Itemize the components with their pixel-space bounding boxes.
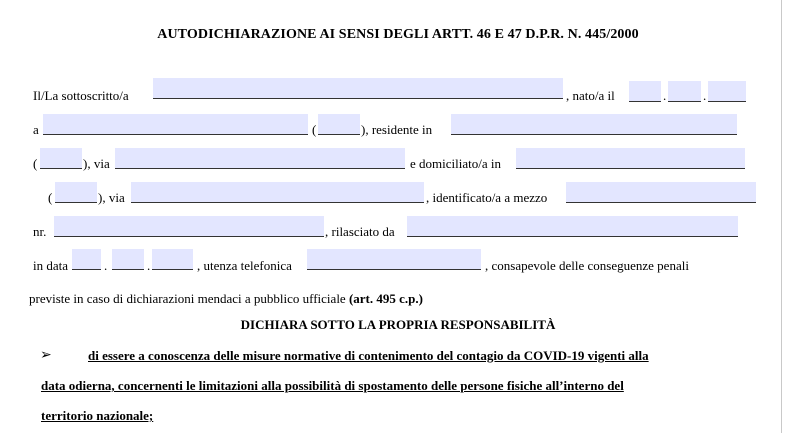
arrow-bullet-icon: ➢ xyxy=(40,348,52,363)
phone-field[interactable] xyxy=(307,249,481,270)
residence-province-field[interactable] xyxy=(40,148,82,169)
page-edge xyxy=(781,0,782,433)
in-data-label: in data xyxy=(33,258,69,273)
sottoscritto-label: Il/La sottoscritto/a xyxy=(33,88,129,103)
birth-place-field[interactable] xyxy=(43,114,308,135)
document-title: AUTODICHIARAZIONE AI SENSI DEGLI ARTT. 46 E 47 D.P.R. N. 445/2000 xyxy=(157,27,639,42)
document-number-field[interactable] xyxy=(54,216,324,237)
declaration-line: territorio nazionale; xyxy=(41,408,154,423)
issue-year-field[interactable] xyxy=(152,249,193,270)
declaration-line: di essere a conoscenza delle misure normative di contenimento del contagio da COVID-19 vigenti alla xyxy=(88,348,649,363)
issue-day-field[interactable] xyxy=(72,249,101,270)
domiciliato-label: e domiciliato/a in xyxy=(410,156,501,171)
issue-month-field[interactable] xyxy=(112,249,144,270)
birth-month-field[interactable] xyxy=(668,81,701,102)
a-label: a xyxy=(33,122,39,137)
date-separator: . xyxy=(663,88,667,103)
utenza-label: , utenza telefonica xyxy=(197,258,292,273)
via-label: ), via xyxy=(83,156,110,171)
paren-open: ( xyxy=(33,156,38,171)
residence-street-field[interactable] xyxy=(115,148,405,169)
nato-label: , nato/a il xyxy=(566,88,615,103)
birth-province-field[interactable] xyxy=(318,114,360,135)
declaration-heading: DICHIARA SOTTO LA PROPRIA RESPONSABILITÀ xyxy=(240,317,556,332)
declaration-line: data odierna, concernenti le limitazioni alla possibilità di spostamento delle persone fisiche all’interno del xyxy=(41,378,624,393)
domicile-street-field[interactable] xyxy=(131,182,424,203)
issued-by-field[interactable] xyxy=(407,216,738,237)
via-label: ), via xyxy=(98,190,125,205)
previste-text: previste in caso di dichiarazioni mendaci a pubblico ufficiale (art. 495 c.p.) xyxy=(29,291,423,306)
paren-open: ( xyxy=(48,190,53,205)
art-reference: (art. 495 c.p.) xyxy=(348,291,423,306)
date-separator: . xyxy=(703,88,707,103)
nr-label: nr. xyxy=(33,224,47,239)
residente-label: ), residente in xyxy=(361,122,433,137)
date-separator: . xyxy=(104,258,108,273)
consapevole-label: , consapevole delle conseguenze penali xyxy=(485,258,689,273)
paren-open: ( xyxy=(312,122,317,137)
birth-day-field[interactable] xyxy=(629,81,661,102)
sottoscritto-field[interactable] xyxy=(153,78,563,99)
rilasciato-label: , rilasciato da xyxy=(325,224,395,239)
domicile-province-field[interactable] xyxy=(55,182,97,203)
residence-city-field[interactable] xyxy=(451,114,737,135)
id-document-field[interactable] xyxy=(566,182,756,203)
date-separator: . xyxy=(147,258,151,273)
identificato-label: , identificato/a a mezzo xyxy=(426,190,548,205)
birth-year-field[interactable] xyxy=(708,81,746,102)
domicile-city-field[interactable] xyxy=(516,148,745,169)
